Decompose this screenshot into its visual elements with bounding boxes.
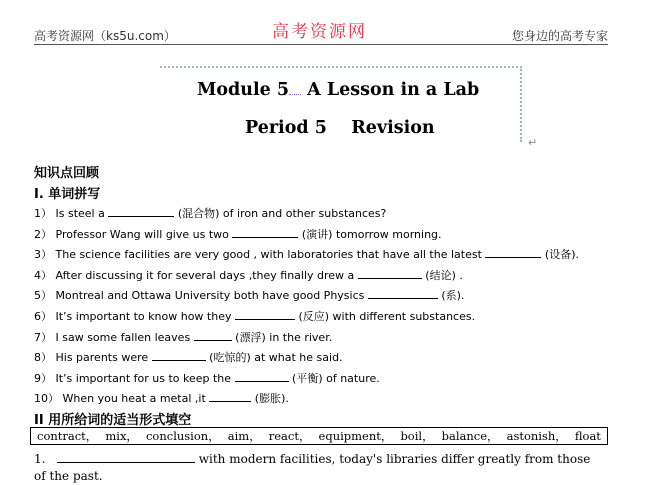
spelling-item [34, 349, 343, 365]
word-bank [30, 427, 608, 445]
item-number: 4） [34, 268, 56, 282]
answer-blank[interactable] [235, 371, 289, 382]
spelling-item [34, 226, 442, 242]
title-dotted-border-right [520, 66, 522, 142]
header-slogan: 您身边的高考专家 [511, 29, 608, 43]
header-site-name: 高考资源网（ks5u.com） [34, 29, 176, 43]
item-text-before: When you heat a metal ,it [62, 392, 210, 406]
spelling-item [34, 390, 289, 406]
spelling-item [34, 370, 380, 386]
word-bank-item: boil， [400, 429, 434, 443]
item-text-after: (系). [437, 289, 465, 303]
period-label: Period 5 [245, 118, 327, 138]
word-bank-item: conclusion， [145, 429, 220, 443]
item-text-before: It’s important for us to keep the [55, 371, 235, 385]
revision-label: Revision [351, 118, 435, 138]
section-review-heading: 知识点回顾 [34, 166, 100, 181]
item-number: 1） [34, 207, 56, 220]
answer-blank[interactable] [358, 268, 422, 279]
item-text-before: Montreal and Ottawa University both have good Physics [55, 289, 368, 303]
item-text-before: I saw some fallen leaves [55, 330, 194, 344]
answer-blank[interactable] [485, 247, 541, 258]
spelling-item [34, 329, 332, 345]
spelling-item [34, 205, 386, 221]
answer-blank[interactable] [57, 452, 195, 463]
module-label: Module 5 [197, 80, 290, 100]
item-text-before: After discussing it for several days ,they finally drew a [55, 268, 358, 282]
header-logo: 高考资源网 [272, 22, 367, 42]
item-number: 2） [34, 227, 56, 241]
answer-blank[interactable] [209, 391, 251, 402]
item-number: 5） [34, 289, 56, 303]
word-bank-item: equipment， [318, 429, 393, 443]
answer-blank[interactable] [368, 288, 438, 299]
item-number: 6） [34, 310, 56, 323]
item-text-after: (漂浮) in the river. [231, 330, 333, 344]
question-1-text: with modern facilities, today's libraries differ greatly from those of the past. [34, 452, 591, 483]
answer-blank[interactable] [232, 227, 298, 238]
item-number: 8） [34, 351, 56, 365]
section2-heading: II 用所给词的适当形式填空 [34, 413, 192, 428]
answer-blank[interactable] [235, 309, 295, 320]
word-bank-item: aim， [227, 429, 261, 443]
answer-blank[interactable] [152, 350, 206, 361]
header-divider [34, 44, 608, 45]
module-title [197, 80, 479, 100]
item-text-after: (混合物) of iron and other substances? [174, 207, 387, 220]
title-dotted-border-top [160, 66, 522, 68]
spelling-item [34, 287, 464, 303]
item-text-after: (吃惊的) at what he said. [205, 351, 343, 365]
item-text-before: Is steel a [55, 207, 109, 220]
answer-blank[interactable] [108, 206, 174, 217]
word-bank-item: mix， [105, 429, 138, 443]
word-bank-item: react， [268, 429, 311, 443]
section1-heading: I. 单词拼写 [34, 187, 101, 202]
title-gap [289, 94, 301, 95]
item-number: 10） [34, 392, 63, 406]
item-text-before: It’s important to know how they [55, 310, 235, 323]
item-text-after: (设备). [541, 248, 579, 262]
spelling-item [34, 246, 579, 262]
item-text-after: (平衡) of nature. [288, 371, 380, 385]
item-number: 9） [34, 371, 56, 385]
item-text-before: His parents were [55, 351, 152, 365]
word-bank-item: contract， [37, 429, 98, 443]
spelling-item [34, 308, 475, 324]
item-text-after: (演讲) tomorrow morning. [298, 227, 442, 241]
question-1-number: 1. [34, 452, 46, 466]
item-text-after: (结论) . [421, 268, 463, 282]
item-number: 3） [34, 248, 56, 262]
word-bank-item: balance， [441, 429, 499, 443]
answer-blank[interactable] [194, 330, 232, 341]
title-block [160, 66, 528, 146]
item-text-after: (膨胀). [251, 392, 289, 406]
period-title [245, 118, 435, 138]
spelling-item [34, 267, 463, 283]
item-text-before: The science facilities are very good , with laboratories that have all the latest [55, 248, 486, 262]
item-text-after: (反应) with different substances. [294, 310, 476, 323]
word-bank-item: float [574, 429, 601, 443]
lesson-label: A Lesson in a Lab [307, 80, 480, 100]
question-1 [34, 451, 604, 485]
word-bank-item: astonish， [506, 429, 567, 443]
item-text-before: Professor Wang will give us two [55, 227, 233, 241]
paragraph-mark-icon: ↵ [528, 136, 538, 149]
item-number: 7） [34, 330, 56, 344]
